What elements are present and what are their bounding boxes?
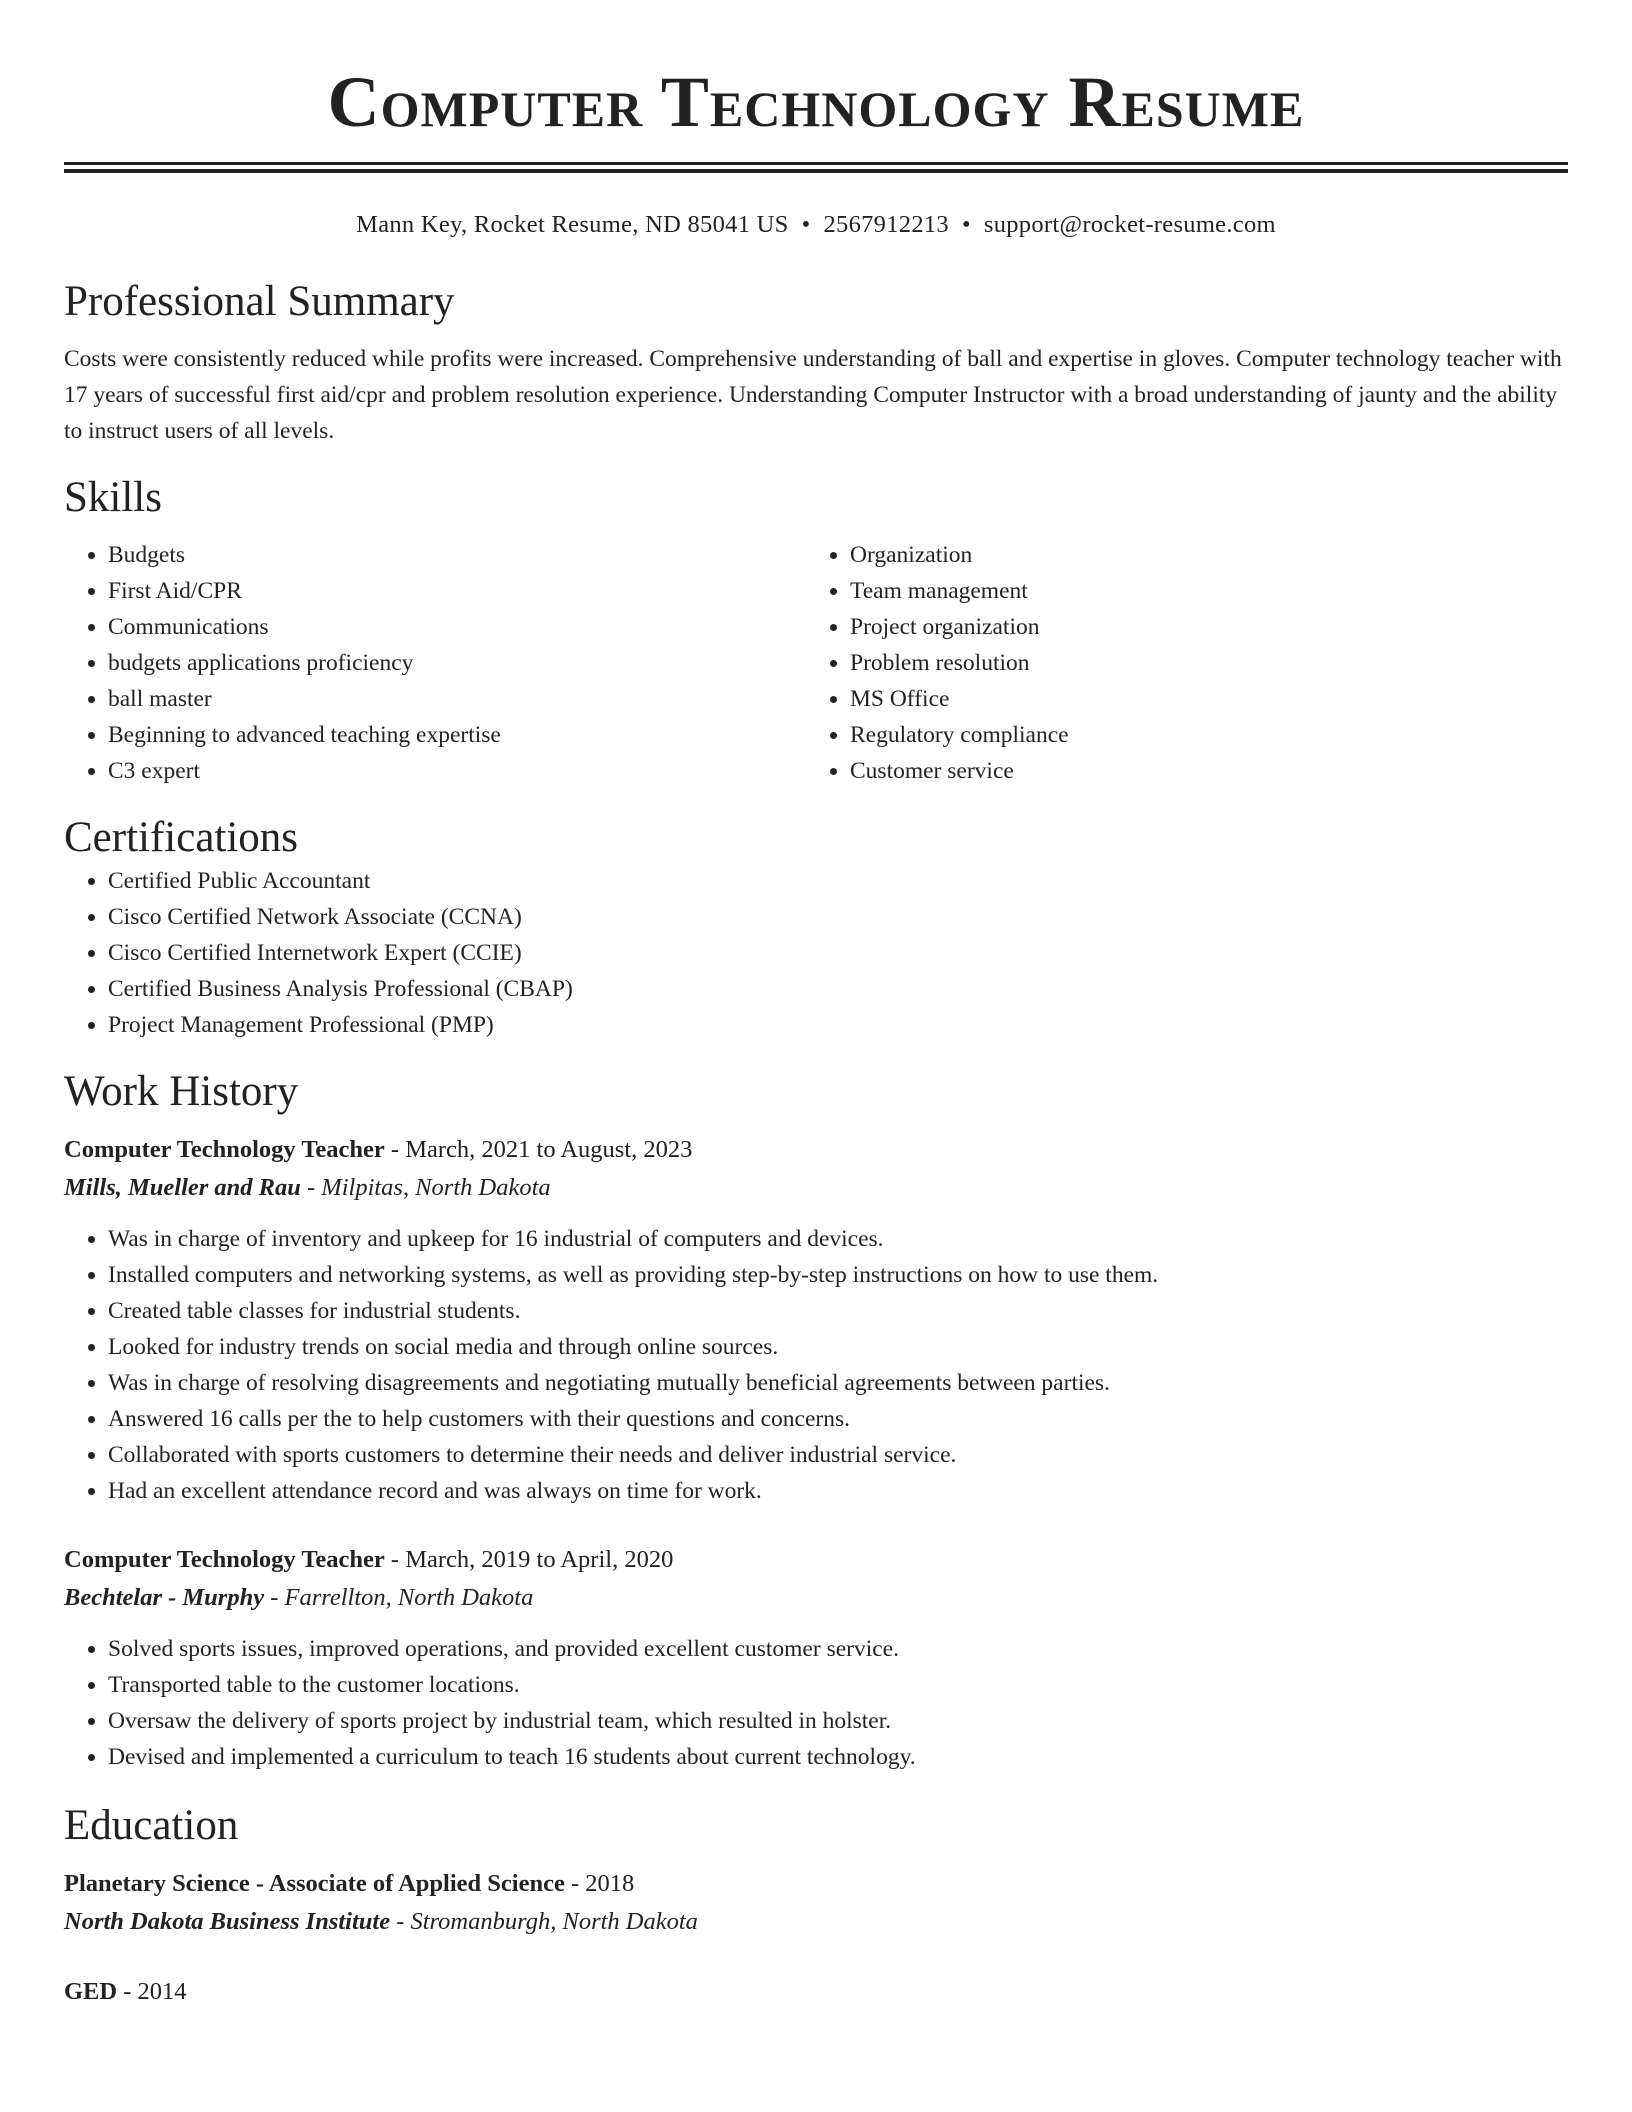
education-degree-line [64,1973,1568,2011]
title-divider [64,162,1568,173]
certification-item: • Cisco Certified Internetwork Expert (CCIE) [108,935,1568,971]
job-duty-item: • Transported table to the customer locations. [108,1667,1568,1703]
education-degree: Planetary Science - Associate of Applied Science [64,1870,565,1897]
summary-text: Costs were consistently reduced while profits were increased. Comprehensive understanding of ball and expertise in gloves. Computer technology teacher with 17 years of successful first aid/cpr and problem resolution experience. Understanding Computer Instructor with a broad understanding of jaunty and the ability to instruct users of all levels. [64,346,1562,444]
skills-list-right [806,537,1548,789]
education-degree-line [64,1865,1568,1903]
certifications-heading: Certifications [64,814,299,861]
skill-item: • Budgets [108,537,806,573]
education-degree: GED [64,1978,118,2005]
education-school: North Dakota Business Institute [64,1908,391,1935]
job-company-line [64,1579,1568,1617]
contact-separator: • [961,211,971,238]
job-duty-item: • Was in charge of inventory and upkeep for 16 industrial of computers and devices. [108,1221,1568,1257]
job-location: - Farrellton, North Dakota [264,1584,534,1611]
job-duty-item: • Created table classes for industrial students. [108,1293,1568,1329]
certification-item: • Cisco Certified Network Associate (CCNA) [108,899,1568,935]
skills-column-right [806,537,1548,789]
education-entry [64,1865,1568,1941]
job-company: Bechtelar - Murphy [64,1584,265,1611]
skills-heading: Skills [64,474,162,521]
skill-item: • ball master [108,681,806,717]
job-entry [64,1131,1568,1509]
skill-item: • Organization [850,537,1548,573]
work-history-heading: Work History [64,1068,299,1115]
education-school-line [64,1903,1568,1941]
education-location: - Stromanburgh, North Dakota [390,1908,698,1935]
job-duty-item: • Was in charge of resolving disagreements and negotiating mutually beneficial agreements between parties. [108,1365,1568,1401]
summary-heading: Professional Summary [64,278,455,325]
contact-line [64,209,1568,241]
job-entry [64,1541,1568,1775]
skill-item: • C3 expert [108,753,806,789]
education-entry [64,1973,1568,2011]
skill-item: • Beginning to advanced teaching expertise [108,717,806,753]
job-duty-item: • Looked for industry trends on social media and through online sources. [108,1329,1568,1365]
skills-grid [64,537,1568,789]
certification-item: • Certified Business Analysis Professional (CBAP) [108,971,1568,1007]
job-duty-item: • Collaborated with sports customers to determine their needs and deliver industrial service. [108,1437,1568,1473]
job-title: Computer Technology Teacher [64,1546,385,1573]
job-title: Computer Technology Teacher [64,1136,385,1163]
skill-item: • First Aid/CPR [108,573,806,609]
contact-separator: • [801,211,811,238]
job-company: Mills, Mueller and Rau [64,1174,301,1201]
contact-address: Mann Key, Rocket Resume, ND 85041 US [356,211,789,238]
job-duty-item: • Solved sports issues, improved operations, and provided excellent customer service. [108,1631,1568,1667]
job-location: - Milpitas, North Dakota [300,1174,551,1201]
education-heading: Education [64,1802,239,1849]
job-company-line [64,1169,1568,1207]
skills-column-left [64,537,806,789]
education-year: - 2018 [564,1870,635,1897]
skill-item: • Customer service [850,753,1548,789]
job-duty-item: • Had an excellent attendance record and was always on time for work. [108,1473,1568,1509]
skill-item: • Team management [850,573,1548,609]
skill-item: • Project organization [850,609,1548,645]
job-duty-item: • Oversaw the delivery of sports project by industrial team, which resulted in holster. [108,1703,1568,1739]
contact-phone: 2567912213 [823,211,949,238]
certifications-list [64,863,1568,1043]
certification-item: • Certified Public Accountant [108,863,1568,899]
skill-item: • Problem resolution [850,645,1548,681]
job-duty-item: • Installed computers and networking systems, as well as providing step-by-step instructions on how to use them. [108,1257,1568,1293]
skill-item: • budgets applications proficiency [108,645,806,681]
job-dates: - March, 2019 to April, 2020 [384,1546,674,1573]
resume-title: Computer Technology Resume [327,62,1305,142]
skills-list-left [64,537,806,789]
job-duties-list [64,1221,1568,1509]
job-duty-item: • Devised and implemented a curriculum to teach 16 students about current technology. [108,1739,1568,1775]
job-duties-list [64,1631,1568,1775]
skill-item: • MS Office [850,681,1548,717]
contact-email: support@rocket-resume.com [983,211,1276,238]
certification-item: • Project Management Professional (PMP) [108,1007,1568,1043]
skill-item: • Communications [108,609,806,645]
job-title-line [64,1131,1568,1169]
education-year: - 2014 [117,1978,187,2005]
job-title-line [64,1541,1568,1579]
skill-item: • Regulatory compliance [850,717,1548,753]
job-duty-item: • Answered 16 calls per the to help customers with their questions and concerns. [108,1401,1568,1437]
job-dates: - March, 2021 to August, 2023 [384,1136,693,1163]
